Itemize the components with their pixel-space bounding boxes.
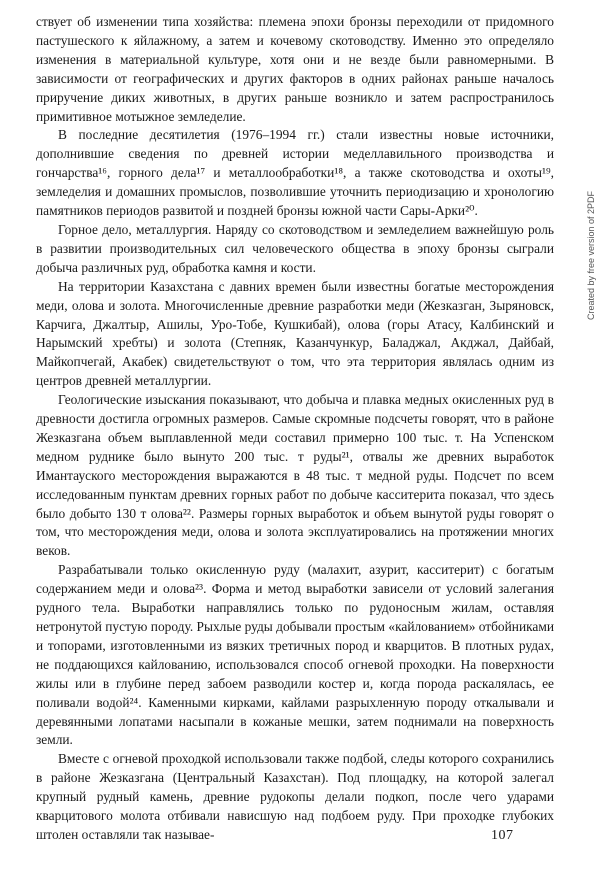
page-number: 107 — [491, 828, 514, 843]
paragraph-2: В последние десятилетия (1976–1994 гг.) стали известны новые источники, дополнившие сведения по древней истории меделлавильного производства и гончарства¹⁶, горного дела¹⁷ и металлообработки¹⁸, а также скотоводства и охоты¹⁹, земледелия и домашних промыслов, позволившие уточнить периодизацию и хронологию памятников периодов развитой и поздней бронзы южной части Сары-Арки²⁰. — [36, 127, 554, 219]
paragraph-3: Горное дело, металлургия. Наряду со скотоводством и земледелием важнейшую роль в развитии производительных сил человеческого общества в эпоху бронзы сыграли добыча различных руд, обработка камня и кости. — [36, 221, 554, 275]
paragraph-7: Вместе с огневой проходкой использовали также подбой, следы которого сохранились в районе Жезказгана (Центральный Казахстан). Под площадку, на которой залегал крупный рудный камень, древние рудокопы делали подкоп, после чего ударами кварцитового молота отбивали нависшую над подбоем руду. При проходке глубоких штолен оставляли так называе- — [36, 751, 554, 842]
watermark: Created by free version of 2PDF — [586, 190, 596, 320]
paragraph-5: Геологические изыскания показывают, что добыча и плавка медных окисленных руд в древности достигла огромных размеров. Самые скромные подсчеты говорят, что в районе Жезказгана объем выплавленной меди составил примерно 100 тыс. т. На Успенском медном руднике было вынуто 200 тыс. т руды²¹, отвалы же древних выработок Имантауского месторождения выражаются в 48 тыс. т медной руды. Подсчет по всем исследованным пунктам древних горных работ по добыче касситерита показал, что здесь было добыто 130 т олова²². Размеры горных выработок и объем вынутой руды говорят о том, что месторождения меди, олова и золота эксплуатировались на протяжении многих веков. — [36, 392, 554, 559]
paragraph-4: На территории Казахстана с давних времен были известны богатые месторождения меди, олова и золота. Многочисленные древние разработки меди (Жезказган, Зыряновск, Карчига, Джалтыр, Ашилы, Уро-Тобе, Кушкибай), олова (горы Атасу, Калбинский и Нарымский хребты) и золота (Степняк, Казанчункур, Баладжал, Акджал, Дайбай, Майкопчегай, Акабек) свидетельствуют о том, что эта территория являлась одним из центров древней металлургии. — [36, 278, 554, 389]
paragraph-6: Разрабатывали только окисленную руду (малахит, азурит, касситерит) с богатым содержанием меди и олова²³. Форма и метод выработки зависели от условий залегания рудного тела. Выработки направлялись только по рудоносным жилам, оставляя нетронутой пустую породу. Рыхлые руды добывали простым «кайлованием» отбойниками и топорами, изготовленными из вязких третичных пород и кварцитов. В плотных рудах, не поддающихся кайлованию, использовался способ огневой проходки. На поверхности жилы или в глубине перед забоем разводили костер и, когда порода раскалялась, ее поливали водой²⁴. Каменными кирками, кайлами разрыхленную породу откалывали и деревянными лопатами насыпали в кожаные мешки, затем поднимали на поверхность земли. — [36, 562, 555, 748]
paragraph-1: ствует об изменении типа хозяйства: племена эпохи бронзы переходили от придомного пастушеского к яйлажному, а затем и кочевому скотоводству. Именно это определяло изменения в материальной культуре, хотя они и не везде были равномерными. В зависимости от географических и других факторов в одних районах раньше началось приручение диких животных, в других раньше возникло и затем распространилось примитивное мотыжное земледелие. — [36, 14, 554, 124]
main-text — [36, 13, 554, 845]
